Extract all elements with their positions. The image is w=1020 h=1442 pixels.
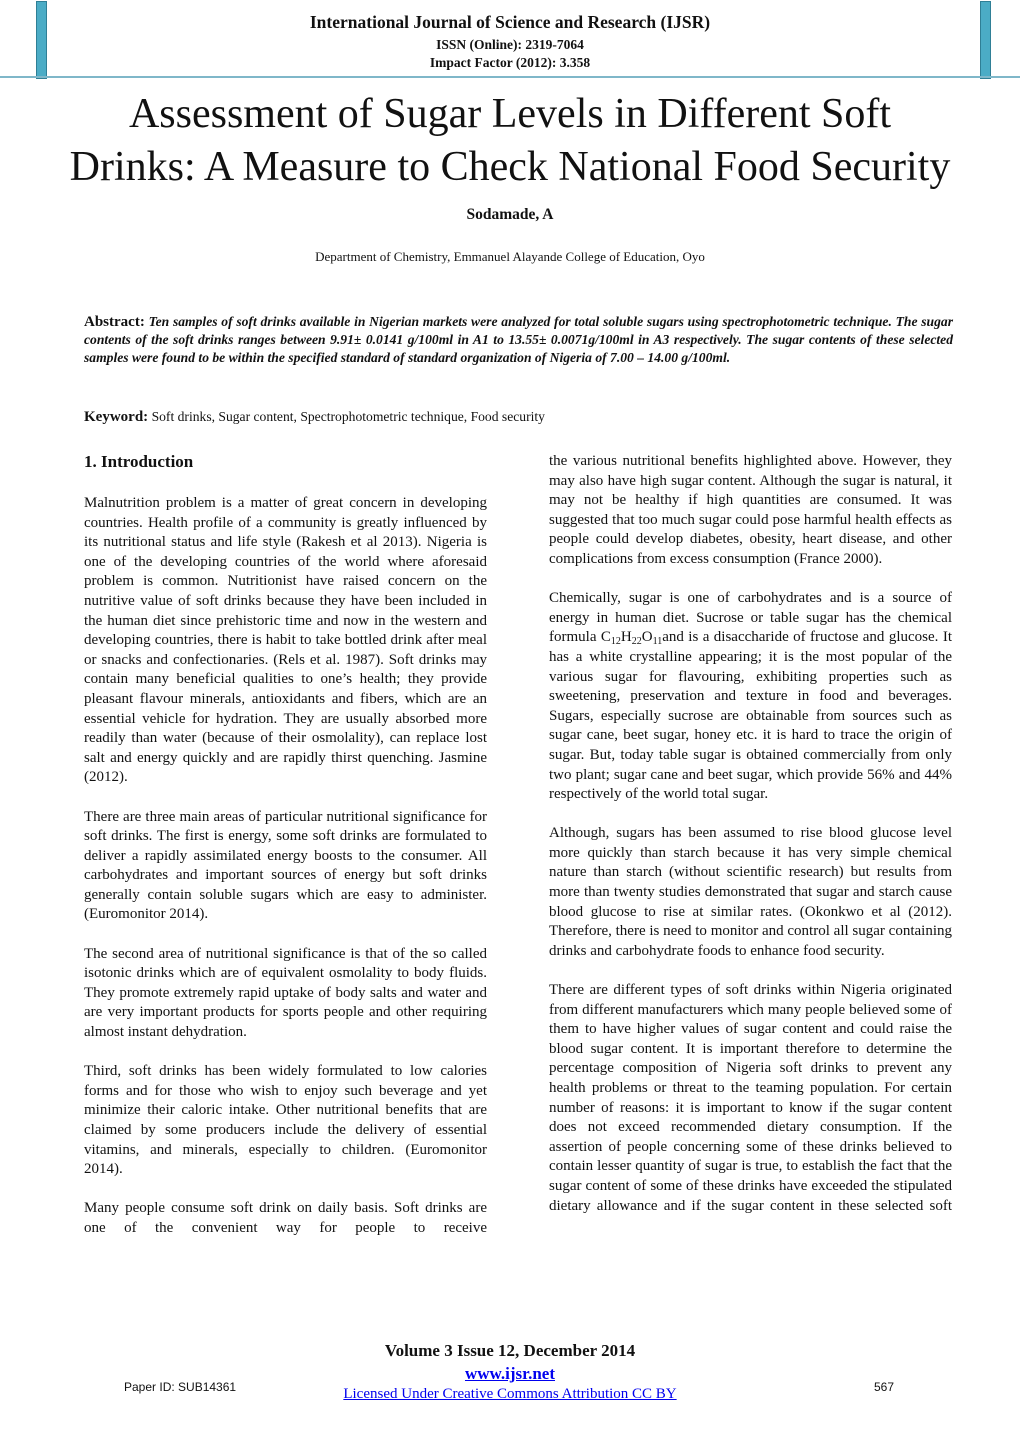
formula-subscript: 11 bbox=[652, 636, 663, 648]
section-heading-introduction: 1. Introduction bbox=[84, 452, 194, 471]
keywords-text: Soft drinks, Sugar content, Spectrophotometric technique, Food security bbox=[151, 409, 545, 424]
chem-text-before: Chemically, sugar is one of carbohydrates and is a source of energy in human diet. Sucrose or table sugar has the chemical formula C bbox=[549, 590, 952, 646]
journal-impact-factor: Impact Factor (2012): 3.358 bbox=[429, 55, 591, 70]
formula-element: O bbox=[641, 629, 653, 646]
journal-name: International Journal of Science and Research (IJSR) bbox=[309, 12, 711, 32]
paragraph: There are different types of soft drinks within Nigeria originated from different manufacturers which many people believed some of them to have higher values of sugar content and could raise the blood sugar content. It is important therefore to determine the percentage composition of Nigeria soft drinks to prevent any health problems or threat to the teaming population. For certain number of reasons: it is important to know if the sugar content does not exceed recommended dietary consumption. If the assertion of people concerning some of these drinks believed to contain lesser quantity of sugar is true, to establish the fact that the sugar content of some of these drinks have exceeded the stipulated dietary allowance and if the sugar content in these selected soft bbox=[549, 982, 952, 1214]
journal-website-link[interactable]: www.ijsr.net bbox=[464, 1364, 556, 1383]
formula-element: H bbox=[620, 629, 632, 646]
paragraph: Malnutrition problem is a matter of great concern in developing countries. Health profile of a community is greatly influenced by its nutritional status and life style (Rakesh et al 2013). Nigeria is one of the developing countries of the world where aforesaid problem is common. Nutritionist have raised concern on the nutritive value of soft drinks because they have been included in the human diet since prehistoric time and now in the western and developing countries, there is habit to take bottled drink after meal or snacks and confectionaries. (Rels et al. 1987). Soft drinks may contain many beneficial qualities to one’s health; they provide pleasant flavour minerals, antioxidants and fibers, which are an essential vehicle for hydration. They are usually absorbed more readily than water (because of their osmolality), can replace lost salt and energy quickly and are rapidly thirst quenching. Jasmine (2012). bbox=[84, 495, 487, 786]
header-divider bbox=[0, 76, 1020, 78]
paragraph: The second area of nutritional significance is that of the so called isotonic drinks which are of equivalent osmolality to body fluids. They promote extremely rapid uptake of body salts and water and are very important products for sports people and other requiring almost instant dehydration. bbox=[84, 945, 487, 1041]
paper-title-line2: Drinks: A Measure to Check National Food Security bbox=[69, 144, 951, 190]
paper-title bbox=[0, 88, 1020, 194]
paragraph: Many people consume soft drink on daily basis. Soft drinks are one of the convenient way for people to receive bbox=[84, 1200, 487, 1236]
abstract-label: Abstract: bbox=[84, 314, 145, 330]
abstract-text: Ten samples of soft drinks available in Nigerian markets were analyzed for total soluble sugars using spectrophotometric technique. The sugar contents of the soft drinks ranges between 9.91± 0.0141 g/100ml in A1 to 13.55± 0.0071g/100ml in A3 respectively. The sugar contents of these selected samples were found to be within the specified standard of standard organization of Nigeria of 7.00 – 14.00 g/100ml. bbox=[84, 314, 953, 366]
journal-issn: ISSN (Online): 2319-7064 bbox=[436, 37, 584, 52]
formula-subscript: 22 bbox=[631, 636, 642, 648]
formula-subscript: 12 bbox=[610, 636, 621, 648]
paragraph: There are three main areas of particular nutritional significance for soft drinks. The first is energy, some soft drinks are formulated to deliver a rapidly assimilated energy boosts to the consumer. All carbohydrates and important sources of energy but soft drinks generally contain soluble sugars which are easy to administer. (Euromonitor 2014). bbox=[84, 808, 487, 923]
paragraph: Although, sugars has been assumed to rise blood glucose level more quickly than starch because it has very simple chemical nature than starch (without scientific research) but results from more than twenty studies demonstrated that sugar and starch cause blood glucose to rise at similar rates. (Okonkwo et al (2012). Therefore, there is need to monitor and control all sugar containing drinks and carbohydrate foods to enhance food security. bbox=[549, 825, 952, 959]
paper-id: Paper ID: SUB14361 bbox=[124, 1380, 237, 1394]
footer-volume: Volume 3 Issue 12, December 2014 bbox=[384, 1341, 636, 1360]
abstract bbox=[84, 313, 953, 368]
keywords-label: Keyword: bbox=[84, 409, 149, 425]
keywords bbox=[84, 409, 953, 426]
license-link[interactable]: Licensed Under Creative Commons Attribution CC BY bbox=[343, 1386, 677, 1402]
author-affiliation: Department of Chemistry, Emmanuel Alayande College of Education, Oyo bbox=[315, 249, 705, 264]
left-column bbox=[84, 452, 487, 1258]
right-column bbox=[549, 452, 952, 1236]
author-name: Sodamade, A bbox=[466, 206, 554, 223]
page-number: 567 bbox=[874, 1380, 895, 1394]
paragraph-chemistry bbox=[549, 589, 952, 805]
paragraph: Third, soft drinks has been widely formulated to low calories forms and for those who wish to enjoy such beverage and yet minimize their caloric intake. Other nutritional benefits that are claimed by some producers include the delivery of essential vitamins, and minerals, especially to children. (Euromonitor 2014). bbox=[84, 1063, 487, 1178]
paper-title-line1: Assessment of Sugar Levels in Different Soft bbox=[128, 91, 892, 137]
paragraph: the various nutritional benefits highlighted above. However, they may also have high sugar content. Although the sugar is natural, it may not be healthy if high quantities are consumed. It was suggested that too much sugar could pose harmful health effects as people could develop diabetes, obesity, heart disease, and other complications from excess consumption (France 2000). bbox=[549, 453, 952, 567]
chem-text-after: and is a disaccharide of fructose and glucose. It has a white crystalline appearing; it is the most popular of the various sugar for flavouring, exhibiting properties such as sweetening, preservation and texture in food and beverages. Sugars, especially sucrose are obtainable from sources such as sugar cane, beet sugar, honey etc. it is hard to trace the origin of sugar. But, today table sugar is obtained commercially from only two plant; sugar cane and beet sugar, which provide 56% and 44% respectively of the world total sugar. bbox=[549, 629, 952, 803]
